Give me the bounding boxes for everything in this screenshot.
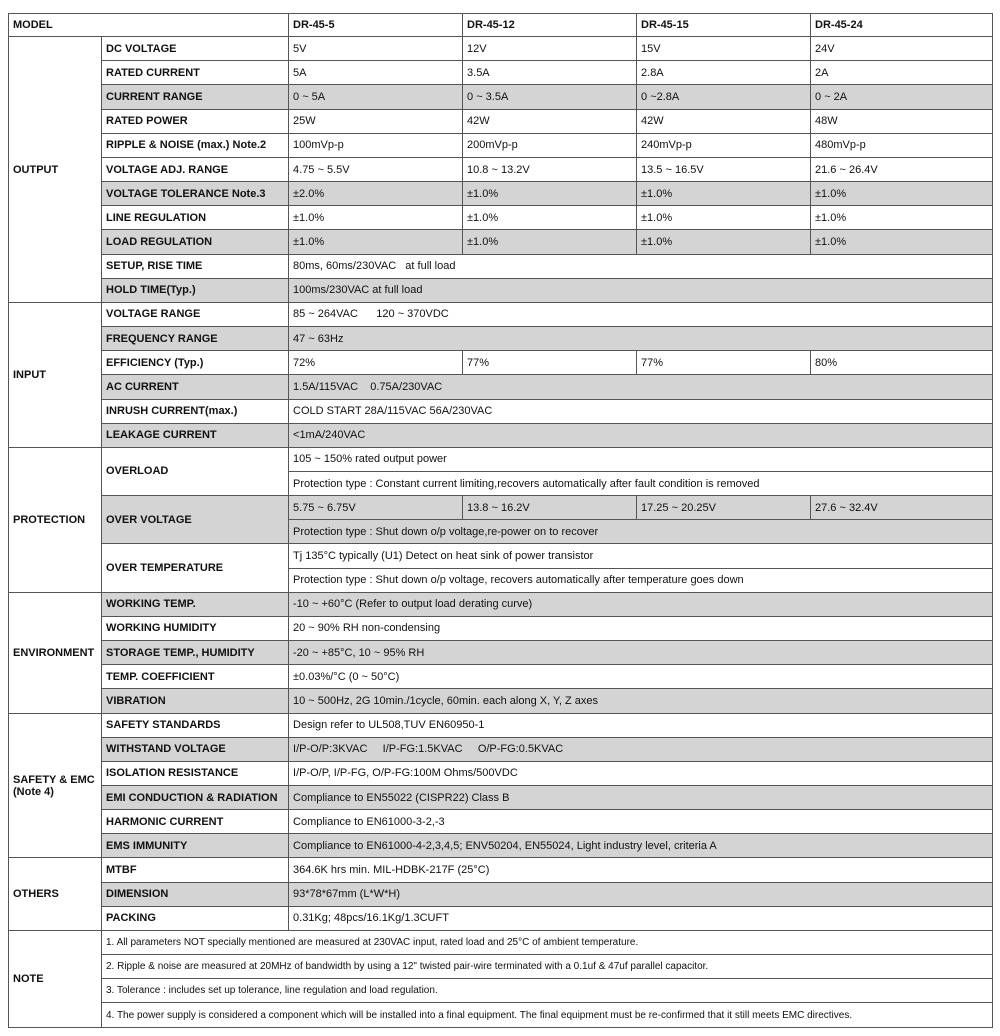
table-row — [9, 834, 993, 858]
table-row — [9, 230, 993, 254]
table-row — [9, 375, 993, 399]
table-row — [9, 37, 993, 61]
cell-value: 200mVp-p — [463, 133, 637, 157]
table-row — [9, 979, 993, 1003]
cell-value: 5A — [289, 61, 463, 85]
table-row — [9, 689, 993, 713]
row-label: HOLD TIME(Typ.) — [102, 278, 289, 302]
table-row — [9, 399, 993, 423]
cell-value: 100ms/230VAC at full load — [289, 278, 993, 302]
row-label: WITHSTAND VOLTAGE — [102, 737, 289, 761]
cell-value: ±2.0% — [289, 182, 463, 206]
table-row — [9, 302, 993, 326]
row-label: WORKING TEMP. — [102, 592, 289, 616]
cell-value: Design refer to UL508,TUV EN60950-1 — [289, 713, 993, 737]
cell-value: ±1.0% — [289, 206, 463, 230]
cell-value: ±1.0% — [637, 206, 811, 230]
row-label: LINE REGULATION — [102, 206, 289, 230]
table-row — [9, 423, 993, 447]
cell-value: 72% — [289, 351, 463, 375]
cell-value: Compliance to EN61000-4-2,3,4,5; ENV50204, EN55024, Light industry level, criteria A — [289, 834, 993, 858]
row-label: FREQUENCY RANGE — [102, 327, 289, 351]
cell-value: 42W — [637, 109, 811, 133]
cell-value: 0 ~ 5A — [289, 85, 463, 109]
header-row — [9, 14, 993, 37]
row-label: EFFICIENCY (Typ.) — [102, 351, 289, 375]
table-row — [9, 761, 993, 785]
table-row — [9, 616, 993, 640]
cell-value: I/P-O/P, I/P-FG, O/P-FG:100M Ohms/500VDC — [289, 761, 993, 785]
cell-value: 85 ~ 264VAC 120 ~ 370VDC — [289, 302, 993, 326]
cell-value: 77% — [463, 351, 637, 375]
cell-value: 13.5 ~ 16.5V — [637, 157, 811, 181]
table-row — [9, 786, 993, 810]
row-label: RATED CURRENT — [102, 61, 289, 85]
section-subtitle: (Note 4) — [13, 785, 54, 798]
table-row — [9, 930, 993, 954]
cell-value: 27.6 ~ 32.4V — [811, 496, 993, 520]
row-label: VOLTAGE ADJ. RANGE — [102, 157, 289, 181]
row-label: VIBRATION — [102, 689, 289, 713]
cell-value: 240mVp-p — [637, 133, 811, 157]
cell-value: 105 ~ 150% rated output power — [289, 447, 993, 471]
row-label: VOLTAGE RANGE — [102, 302, 289, 326]
cell-value: 0 ~ 2A — [811, 85, 993, 109]
section-safety-emc — [9, 713, 102, 858]
row-label: OVER VOLTAGE — [102, 496, 289, 544]
cell-value: 1.5A/115VAC 0.75A/230VAC — [289, 375, 993, 399]
cell-value: ±1.0% — [463, 206, 637, 230]
model-name: DR-45-24 — [811, 14, 993, 37]
cell-value: 100mVp-p — [289, 133, 463, 157]
table-row — [9, 85, 993, 109]
table-row — [9, 665, 993, 689]
row-label: RIPPLE & NOISE (max.) Note.2 — [102, 133, 289, 157]
table-row — [9, 713, 993, 737]
cell-value: Tj 135°C typically (U1) Detect on heat sink of power transistor — [289, 544, 993, 568]
table-row — [9, 109, 993, 133]
cell-value: 80% — [811, 351, 993, 375]
cell-value: Compliance to EN61000-3-2,-3 — [289, 810, 993, 834]
cell-value: 12V — [463, 37, 637, 61]
row-label: MTBF — [102, 858, 289, 882]
row-label: LEAKAGE CURRENT — [102, 423, 289, 447]
row-label: EMI CONDUCTION & RADIATION — [102, 786, 289, 810]
row-label: INRUSH CURRENT(max.) — [102, 399, 289, 423]
row-label: DC VOLTAGE — [102, 37, 289, 61]
table-row — [9, 906, 993, 930]
row-label: ISOLATION RESISTANCE — [102, 761, 289, 785]
table-row — [9, 327, 993, 351]
cell-value: 5V — [289, 37, 463, 61]
cell-value: Protection type : Constant current limiting,recovers automatically after fault condition is removed — [289, 471, 993, 495]
cell-value: 10 ~ 500Hz, 2G 10min./1cycle, 60min. each along X, Y, Z axes — [289, 689, 993, 713]
cell-value: <1mA/240VAC — [289, 423, 993, 447]
cell-value: Protection type : Shut down o/p voltage,re-power on to recover — [289, 520, 993, 544]
cell-value: ±1.0% — [811, 230, 993, 254]
table-row — [9, 133, 993, 157]
cell-value: 20 ~ 90% RH non-condensing — [289, 616, 993, 640]
cell-value: 2.8A — [637, 61, 811, 85]
cell-value: 10.8 ~ 13.2V — [463, 157, 637, 181]
row-label: RATED POWER — [102, 109, 289, 133]
note-line: 1. All parameters NOT specially mentioned are measured at 230VAC input, rated load and 25°C of ambient temperature. — [102, 930, 993, 954]
cell-value: COLD START 28A/115VAC 56A/230VAC — [289, 399, 993, 423]
cell-value: 480mVp-p — [811, 133, 993, 157]
note-line: 4. The power supply is considered a component which will be installed into a final equipment. The final equipment must be re-confirmed that it still meets EMC directives. — [102, 1003, 993, 1028]
cell-value: Compliance to EN55022 (CISPR22) Class B — [289, 786, 993, 810]
cell-value: 0 ~2.8A — [637, 85, 811, 109]
cell-value: 77% — [637, 351, 811, 375]
cell-value: 364.6K hrs min. MIL-HDBK-217F (25°C) — [289, 858, 993, 882]
cell-value: 4.75 ~ 5.5V — [289, 157, 463, 181]
cell-value: -10 ~ +60°C (Refer to output load derating curve) — [289, 592, 993, 616]
table-row — [9, 592, 993, 616]
note-line: 3. Tolerance : includes set up tolerance, line regulation and load regulation. — [102, 979, 993, 1003]
cell-value: 17.25 ~ 20.25V — [637, 496, 811, 520]
section-protection: PROTECTION — [9, 447, 102, 592]
model-name: DR-45-15 — [637, 14, 811, 37]
table-row — [9, 447, 993, 471]
cell-value: ±1.0% — [289, 230, 463, 254]
table-row — [9, 737, 993, 761]
table-row — [9, 641, 993, 665]
cell-value: 80ms, 60ms/230VAC at full load — [289, 254, 993, 278]
row-label: PACKING — [102, 906, 289, 930]
table-row — [9, 544, 993, 568]
table-row — [9, 61, 993, 85]
cell-value: 13.8 ~ 16.2V — [463, 496, 637, 520]
row-label: SAFETY STANDARDS — [102, 713, 289, 737]
cell-value: 48W — [811, 109, 993, 133]
cell-value: 42W — [463, 109, 637, 133]
model-name: DR-45-5 — [289, 14, 463, 37]
row-label: EMS IMMUNITY — [102, 834, 289, 858]
spec-table — [8, 13, 993, 1028]
model-label: MODEL — [9, 14, 289, 37]
table-row — [9, 351, 993, 375]
cell-value: I/P-O/P:3KVAC I/P-FG:1.5KVAC O/P-FG:0.5KVAC — [289, 737, 993, 761]
table-row — [9, 882, 993, 906]
cell-value: 0 ~ 3.5A — [463, 85, 637, 109]
row-label: OVER TEMPERATURE — [102, 544, 289, 592]
cell-value: ±1.0% — [811, 206, 993, 230]
cell-value: 25W — [289, 109, 463, 133]
section-note: NOTE — [9, 930, 102, 1027]
section-input: INPUT — [9, 302, 102, 447]
table-row — [9, 496, 993, 520]
cell-value: ±1.0% — [811, 182, 993, 206]
cell-value: 5.75 ~ 6.75V — [289, 496, 463, 520]
table-row — [9, 254, 993, 278]
cell-value: ±1.0% — [463, 182, 637, 206]
cell-value: 24V — [811, 37, 993, 61]
cell-value: 2A — [811, 61, 993, 85]
table-row — [9, 1003, 993, 1028]
table-row — [9, 157, 993, 181]
section-others: OTHERS — [9, 858, 102, 930]
model-name: DR-45-12 — [463, 14, 637, 37]
table-row — [9, 182, 993, 206]
cell-value: 21.6 ~ 26.4V — [811, 157, 993, 181]
row-label: HARMONIC CURRENT — [102, 810, 289, 834]
section-environment: ENVIRONMENT — [9, 592, 102, 713]
table-row — [9, 810, 993, 834]
cell-value: Protection type : Shut down o/p voltage, recovers automatically after temperature goes down — [289, 568, 993, 592]
row-label: OVERLOAD — [102, 447, 289, 495]
cell-value: ±1.0% — [637, 230, 811, 254]
cell-value: 3.5A — [463, 61, 637, 85]
row-label: DIMENSION — [102, 882, 289, 906]
table-row — [9, 206, 993, 230]
row-label: SETUP, RISE TIME — [102, 254, 289, 278]
cell-value: 93*78*67mm (L*W*H) — [289, 882, 993, 906]
cell-value: -20 ~ +85°C, 10 ~ 95% RH — [289, 641, 993, 665]
row-label: VOLTAGE TOLERANCE Note.3 — [102, 182, 289, 206]
cell-value: ±0.03%/°C (0 ~ 50°C) — [289, 665, 993, 689]
row-label: TEMP. COEFFICIENT — [102, 665, 289, 689]
cell-value: ±1.0% — [463, 230, 637, 254]
cell-value: 47 ~ 63Hz — [289, 327, 993, 351]
cell-value: 15V — [637, 37, 811, 61]
table-row — [9, 278, 993, 302]
row-label: CURRENT RANGE — [102, 85, 289, 109]
table-row — [9, 955, 993, 979]
cell-value: ±1.0% — [637, 182, 811, 206]
row-label: STORAGE TEMP., HUMIDITY — [102, 641, 289, 665]
cell-value: 0.31Kg; 48pcs/16.1Kg/1.3CUFT — [289, 906, 993, 930]
row-label: LOAD REGULATION — [102, 230, 289, 254]
note-line: 2. Ripple & noise are measured at 20MHz of bandwidth by using a 12" twisted pair-wire terminated with a 0.1uf & 47uf parallel capacitor. — [102, 955, 993, 979]
row-label: WORKING HUMIDITY — [102, 616, 289, 640]
section-output: OUTPUT — [9, 37, 102, 303]
row-label: AC CURRENT — [102, 375, 289, 399]
section-title: SAFETY & EMC — [13, 773, 95, 786]
table-row — [9, 858, 993, 882]
